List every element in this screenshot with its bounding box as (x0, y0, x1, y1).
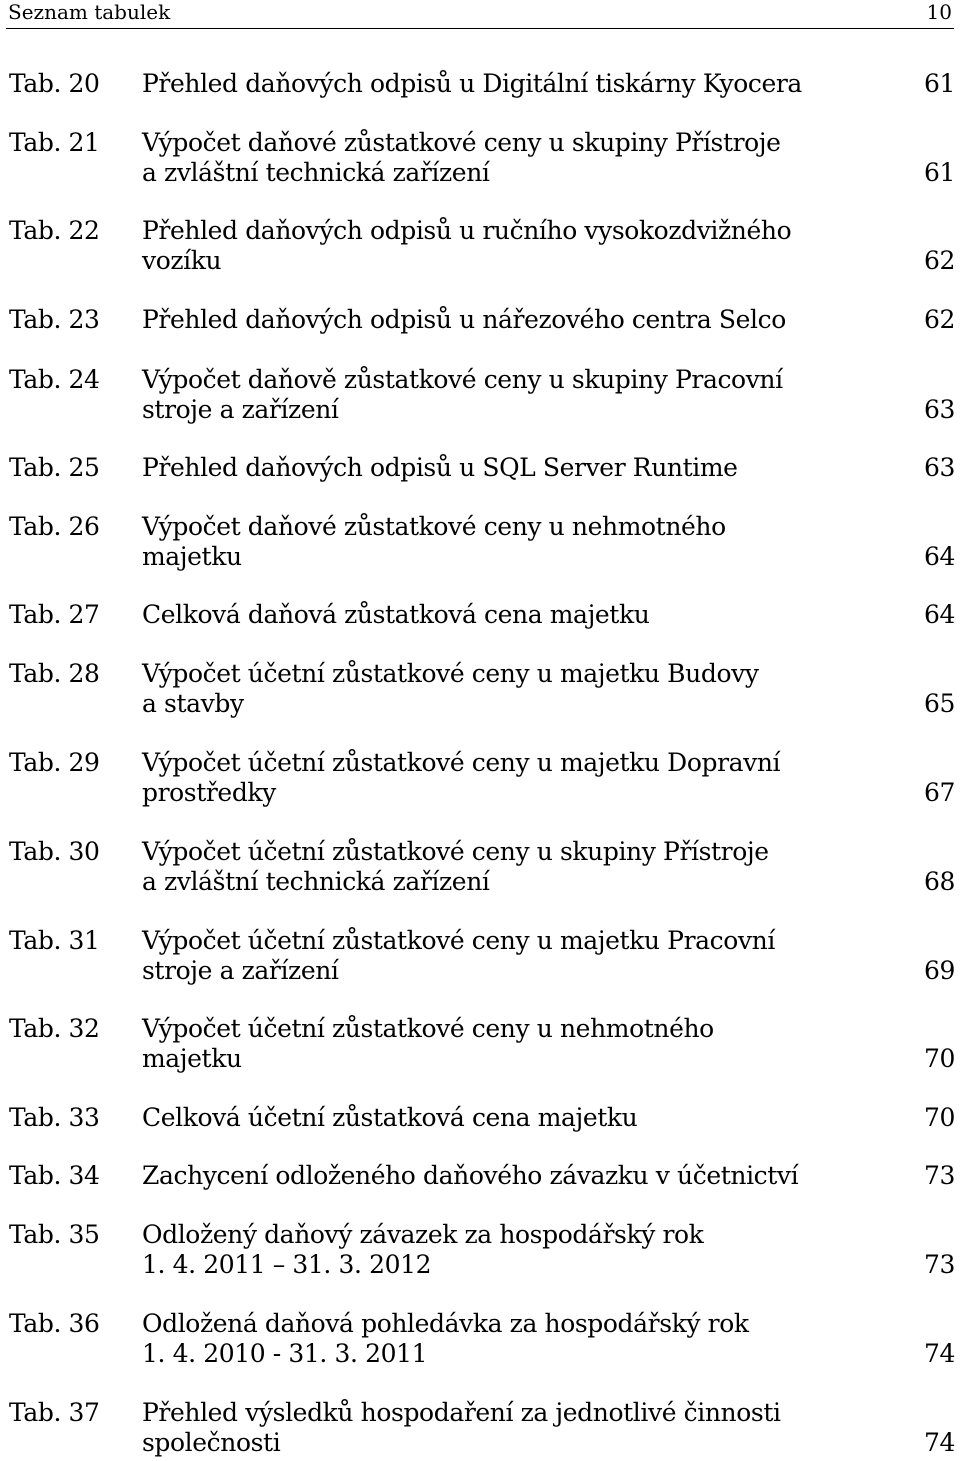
toc-entry-page-number: 68 (923, 867, 955, 896)
toc-entry[interactable] (0, 747, 960, 809)
toc-entry-title-line: Výpočet účetní zůstatkové ceny u nehmotného (142, 1014, 714, 1043)
toc-entry-label: Tab. 31 (9, 926, 100, 955)
toc-entry-title-line: Přehled daňových odpisů u Digitální tiskárny Kyocera (142, 69, 802, 98)
toc-entry-label: Tab. 34 (9, 1161, 100, 1190)
toc-entry-label: Tab. 23 (9, 305, 100, 334)
toc-entry-page-number: 74 (923, 1428, 955, 1457)
toc-entry-title-line: 1. 4. 2011 – 31. 3. 2012 (142, 1250, 432, 1279)
toc-entry-title-line: Odložená daňová pohledávka za hospodářský rok (142, 1309, 749, 1338)
toc-entry-title-line: Výpočet daňové zůstatkové ceny u nehmotného (142, 512, 726, 541)
toc-entry-title-line: Přehled daňových odpisů u SQL Server Runtime (142, 453, 738, 482)
toc-entry-title-line: Zachycení odloženého daňového závazku v účetnictví (142, 1161, 799, 1190)
toc-entry[interactable] (0, 511, 960, 573)
toc-entry-title-line: vozíku (142, 246, 222, 275)
toc-entry-title-line: Přehled výsledků hospodaření za jednotlivé činnosti (142, 1398, 781, 1427)
toc-entry-title-line: společnosti (142, 1428, 281, 1457)
toc-entry-label: Tab. 27 (9, 600, 100, 629)
toc-entry-page-number: 65 (923, 689, 955, 718)
toc-entry[interactable] (0, 1160, 960, 1192)
toc-entry-page-number: 61 (923, 69, 955, 98)
toc-entry[interactable] (0, 1219, 960, 1281)
toc-entry-title-line: majetku (142, 1044, 242, 1073)
toc-entry-title-line: majetku (142, 542, 242, 571)
toc-entry-label: Tab. 20 (9, 69, 100, 98)
toc-entry-page-number: 64 (923, 542, 955, 571)
toc-entry[interactable] (0, 925, 960, 987)
toc-entry-label: Tab. 35 (9, 1220, 100, 1249)
toc-entry-title-line: a zvláštní technická zařízení (142, 867, 490, 896)
toc-entry-label: Tab. 21 (9, 128, 100, 157)
toc-entry-page-number: 63 (923, 395, 955, 424)
toc-entry-label: Tab. 36 (9, 1309, 100, 1338)
toc-entry-title-line: Výpočet daňově zůstatkové ceny u skupiny Pracovní (142, 365, 783, 394)
toc-entry-title-line: Výpočet účetní zůstatkové ceny u majetku Budovy (142, 659, 759, 688)
toc-entry-title-line: a zvláštní technická zařízení (142, 158, 490, 187)
toc-entry-page-number: 73 (923, 1161, 955, 1190)
toc-entry-title-line: Výpočet daňové zůstatkové ceny u skupiny Přístroje (142, 128, 781, 157)
toc-entry-title-line: Odložený daňový závazek za hospodářský rok (142, 1220, 704, 1249)
toc-entry[interactable] (0, 836, 960, 898)
header-title: Seznam tabulek (8, 0, 171, 24)
toc-entry[interactable] (0, 68, 960, 100)
toc-entry[interactable] (0, 452, 960, 484)
toc-entry-title-line: Výpočet účetní zůstatkové ceny u skupiny Přístroje (142, 837, 769, 866)
toc-entry[interactable] (0, 658, 960, 720)
toc-entry-page-number: 74 (923, 1339, 955, 1368)
toc-entry-page-number: 70 (923, 1044, 955, 1073)
header-page-number: 10 (926, 0, 952, 24)
toc-entry[interactable] (0, 127, 960, 189)
toc-entry-title-line: Přehled daňových odpisů u nářezového centra Selco (142, 305, 786, 334)
toc-entry-title-line: Přehled daňových odpisů u ručního vysokozdvižného (142, 216, 792, 245)
toc-entry-title-line: Výpočet účetní zůstatkové ceny u majetku Dopravní (142, 748, 781, 777)
toc-entry[interactable] (0, 1397, 960, 1459)
toc-entry-page-number: 70 (923, 1103, 955, 1132)
toc-entry-label: Tab. 30 (9, 837, 100, 866)
toc-entry-label: Tab. 22 (9, 216, 100, 245)
toc-entry-label: Tab. 29 (9, 748, 100, 777)
toc-entry-page-number: 67 (923, 778, 955, 807)
toc-entry[interactable] (0, 1102, 960, 1134)
toc-entry-page-number: 64 (923, 600, 955, 629)
toc-entry[interactable] (0, 599, 960, 631)
toc-entry-title-line: 1. 4. 2010 - 31. 3. 2011 (142, 1339, 428, 1368)
toc-entry-page-number: 62 (923, 305, 955, 334)
toc-entry-title-line: a stavby (142, 689, 244, 718)
toc-entry-label: Tab. 32 (9, 1014, 100, 1043)
toc-entry-label: Tab. 33 (9, 1103, 100, 1132)
page-header (6, 0, 954, 29)
toc-entry-page-number: 73 (923, 1250, 955, 1279)
toc-entry[interactable] (0, 1013, 960, 1075)
toc-entry-title-line: Celková účetní zůstatková cena majetku (142, 1103, 638, 1132)
toc-entry-title-line: stroje a zařízení (142, 956, 339, 985)
toc-entry-title-line: stroje a zařízení (142, 395, 339, 424)
toc-entry-title-line: Výpočet účetní zůstatkové ceny u majetku Pracovní (142, 926, 775, 955)
toc-entry[interactable] (0, 304, 960, 336)
toc-entry-label: Tab. 26 (9, 512, 100, 541)
toc-entry-page-number: 63 (923, 453, 955, 482)
toc-entry[interactable] (0, 1308, 960, 1370)
toc-entry-label: Tab. 24 (9, 365, 100, 394)
toc-entry-label: Tab. 28 (9, 659, 100, 688)
toc-entry-title-line: prostředky (142, 778, 276, 807)
toc-entry-label: Tab. 25 (9, 453, 100, 482)
toc-entry-page-number: 61 (923, 158, 955, 187)
toc-entry-label: Tab. 37 (9, 1398, 100, 1427)
toc-entry[interactable] (0, 364, 960, 426)
toc-entry-page-number: 62 (923, 246, 955, 275)
toc-entry-page-number: 69 (923, 956, 955, 985)
toc-entry[interactable] (0, 215, 960, 277)
toc-entry-title-line: Celková daňová zůstatková cena majetku (142, 600, 650, 629)
